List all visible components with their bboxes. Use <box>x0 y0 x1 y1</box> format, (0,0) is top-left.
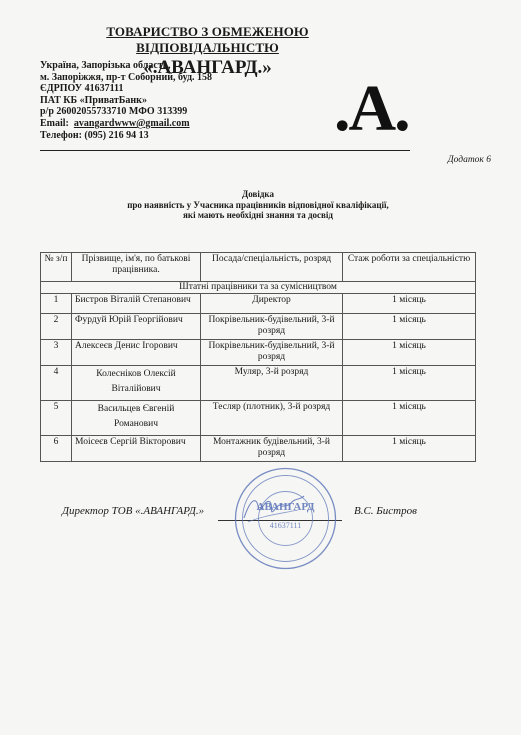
header-divider <box>40 150 410 151</box>
row-experience: 1 місяць <box>343 294 476 314</box>
stamp-code: 41637111 <box>269 521 302 530</box>
signer-name: В.С. Бистров <box>354 505 417 517</box>
edrpou-code: ЄДРПОУ 41637111 <box>40 83 124 95</box>
row-experience: 1 місяць <box>343 366 476 401</box>
row-num: 4 <box>41 366 72 401</box>
table-row <box>41 401 476 436</box>
row-num: 6 <box>41 436 72 462</box>
table-header-row <box>41 253 476 282</box>
table-row <box>41 294 476 314</box>
row-position: Покрівельник-будівельний, 3-й розряд <box>201 340 343 366</box>
header-experience: Стаж роботи за спеціальністю <box>343 253 476 282</box>
email-label: Email: <box>40 117 69 129</box>
row-experience: 1 місяць <box>343 340 476 366</box>
table-row <box>41 314 476 340</box>
company-logo: .A. <box>334 72 409 145</box>
section-label: Штатні працівники та за сумісництвом <box>41 282 476 294</box>
address-line-2: м. Запоріжжя, пр-т Соборний, буд. 158 <box>40 71 213 83</box>
header-num: № з/п <box>41 253 72 282</box>
row-name: Колесніков Олексій Віталійович <box>72 366 201 401</box>
table-section-row <box>41 282 476 294</box>
table-row <box>41 436 476 462</box>
row-position: Тесляр (плотник), 3-й розряд <box>201 401 343 436</box>
row-name: Моісеєв Сергій Вікторович <box>72 436 201 462</box>
address-line-1: Україна, Запорізька область, <box>40 60 171 71</box>
email-link[interactable]: avangardwww@gmail.com <box>73 117 190 129</box>
title-line-1: Довідка <box>242 189 274 199</box>
company-name-line1: ТОВАРИСТВО З ОБМЕЖЕНОЮ ВІДПОВІДАЛЬНІСТЮ <box>106 24 309 55</box>
company-requisites <box>40 60 212 141</box>
stamp-name: АВАНГАРД <box>256 501 315 513</box>
row-position: Монтажник будівельний, 3-й розряд <box>201 436 343 462</box>
row-num: 1 <box>41 294 72 314</box>
staff-table <box>40 252 476 462</box>
header-name: Прізвище, ім'я, по батькові працівника. <box>72 253 201 282</box>
row-num: 2 <box>41 314 72 340</box>
document-title <box>40 189 476 221</box>
title-line-3: які мають необхідні знання та досвід <box>183 210 333 221</box>
row-experience: 1 місяць <box>343 436 476 462</box>
signature-label: Директор ТОВ «.АВАНГАРД.» <box>62 505 205 517</box>
company-name-line2: «.АВАНГАРД.» <box>143 57 272 78</box>
row-num: 3 <box>41 340 72 366</box>
row-name: Алексеєв Денис Ігорович <box>72 340 201 366</box>
table-row <box>41 366 476 401</box>
row-experience: 1 місяць <box>343 314 476 340</box>
email-line <box>40 118 212 130</box>
handwritten-signature-icon <box>238 488 308 528</box>
row-name: Фурдуй Юрій Георгійович <box>72 314 201 340</box>
header-position: Посада/спеціальність, розряд <box>201 253 343 282</box>
appendix-label: Додаток 6 <box>447 155 491 165</box>
row-experience: 1 місяць <box>343 401 476 436</box>
row-name: Васильцев Євгеній Романович <box>72 401 201 436</box>
table-row <box>41 340 476 366</box>
row-position: Директор <box>201 294 343 314</box>
row-position: Муляр, 3-й розряд <box>201 366 343 401</box>
phone-line: Телефон: (095) 216 94 13 <box>40 129 149 141</box>
bank-name: ПАТ КБ «ПриватБанк» <box>40 94 147 106</box>
title-line-2: про наявність у Учасника працівників відповідної кваліфікації, <box>127 199 389 210</box>
row-position: Покрівельник-будівельний, 3-й розряд <box>201 314 343 340</box>
row-name: Бистров Віталій Степанович <box>72 294 201 314</box>
row-num: 5 <box>41 401 72 436</box>
bank-account: р/р 26002055733710 МФО 313399 <box>40 106 188 118</box>
